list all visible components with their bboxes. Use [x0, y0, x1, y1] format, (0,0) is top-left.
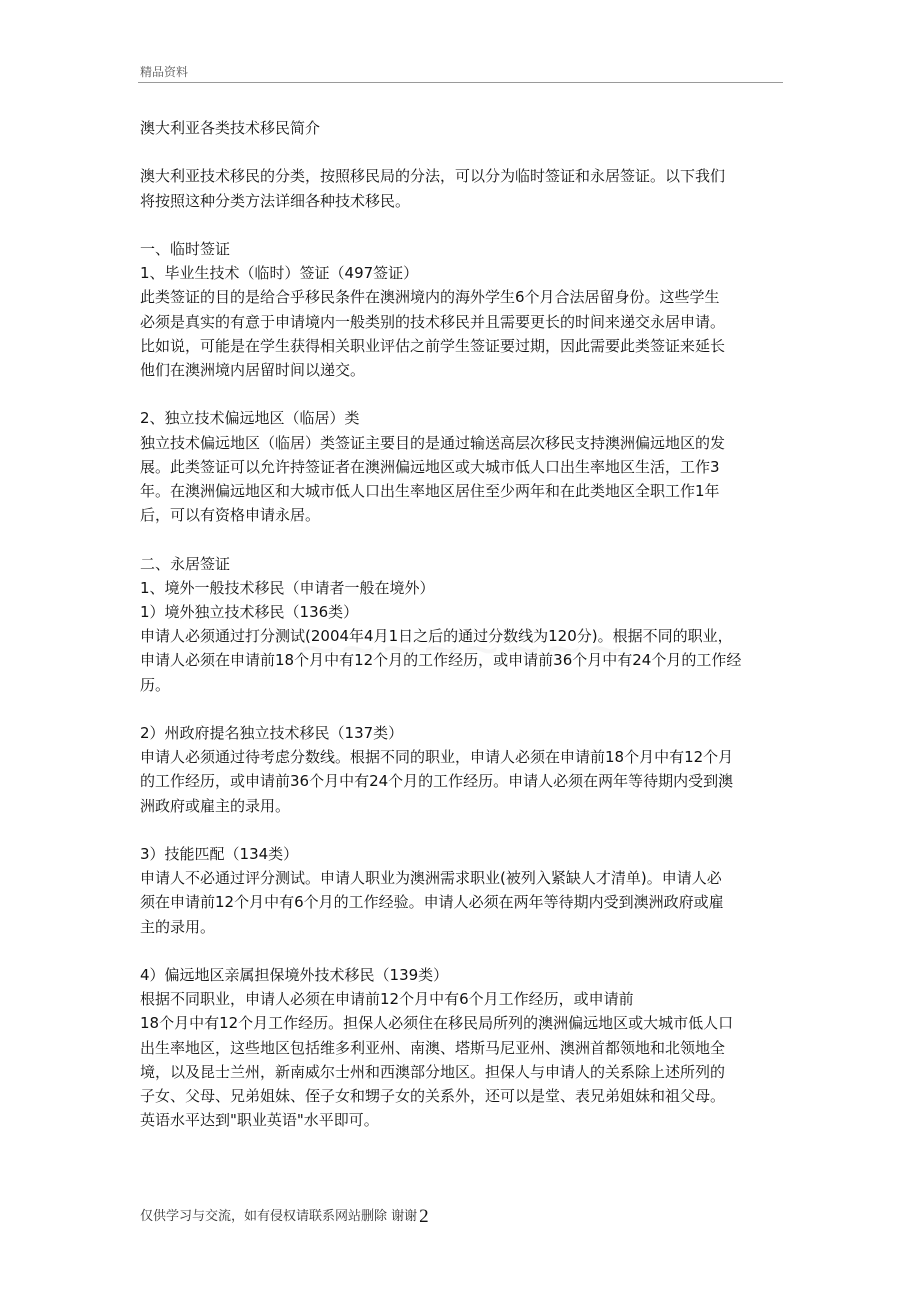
header-divider — [138, 82, 783, 83]
intro-line: 将按照这种分类方法详细各种技术移民。 — [140, 191, 411, 210]
paragraph-line: 18个月中有12个月工作经历。担保人必须住在移民局所列的澳洲偏远地区或大城市低人口 — [140, 1014, 734, 1033]
page-footer — [140, 1205, 429, 1228]
item-title-136: 1）境外独立技术移民（136类） — [140, 603, 359, 621]
item-title-remote-temporary: 2、独立技术偏远地区（临居）类 — [140, 409, 360, 428]
item-title-139: 4）偏远地区亲属担保境外技术移民（139类） — [140, 966, 449, 984]
section-heading-temporary: 一、临时签证 — [140, 239, 231, 258]
paragraph-line: 历。 — [140, 675, 171, 694]
paragraph-line: 比如说，可能是在学生获得相关职业评估之前学生签证要过期，因此需要此类签证来延长 — [140, 336, 726, 355]
paragraph-line: 此类签证的目的是给合乎移民条件在澳洲境内的海外学生6个月合法居留身份。这些学生 — [140, 288, 720, 307]
sub-heading-offshore: 1、境外一般技术移民（申请者一般在境外） — [140, 578, 435, 597]
document-title: 澳大利亚各类技术移民简介 — [140, 119, 321, 137]
paragraph-line: 须在申请前12个月中有6个月的工作经验。申请人必须在两年等待期内受到澳洲政府或雇 — [140, 893, 724, 912]
paragraph-line: 主的录用。 — [140, 917, 216, 936]
paragraph-line: 出生率地区，这些地区包括维多利亚州、南澳、塔斯马尼亚州、澳洲首都领地和北领地全 — [140, 1038, 726, 1057]
paragraph-line: 申请人不必通过评分测试。申请人职业为澳洲需求职业(被列入紧缺人才清单)。申请人必 — [140, 869, 722, 888]
paragraph-line: 必须是真实的有意于申请境内一般类别的技术移民并且需要更长的时间来递交永居申请。 — [140, 312, 726, 331]
paragraph-line: 后，可以有资格申请永居。 — [140, 506, 321, 525]
item-title-137: 2）州政府提名独立技术移民（137类） — [140, 724, 404, 742]
paragraph-line: 展。此类签证可以允许持签证者在澳洲偏远地区或大城市低人口出生率地区生活，工作3 — [140, 457, 720, 476]
paragraph-line: 的工作经历，或申请前36个月中有24个月的工作经历。申请人必须在两年等待期内受到澳 — [140, 772, 734, 791]
paragraph-line: 他们在澳洲境内居留时间以递交。 — [140, 361, 366, 379]
paragraph-line: 申请人必须通过待考虑分数线。根据不同的职业，申请人必须在申请前18个月中有12个月 — [140, 748, 734, 767]
paragraph-line: 根据不同职业，申请人必须在申请前12个月中有6个月工作经历，或申请前 — [140, 990, 634, 1009]
paragraph-line: 年。在澳洲偏远地区和大城市低人口出生率地区居住至少两年和在此类地区全职工作1年 — [140, 482, 720, 500]
paragraph-line: 申请人必须通过打分测试(2004年4月1日之后的通过分数线为120分)。根据不同的职业， — [140, 627, 733, 646]
paragraph-line: 境，以及昆士兰州，新南威尔士州和西澳部分地区。担保人与申请人的关系除上述所列的 — [140, 1062, 726, 1081]
paragraph-line: 洲政府或雇主的录用。 — [140, 796, 291, 815]
document-body — [140, 116, 790, 1132]
paragraph-line: 申请人必须在申请前18个月中有12个月的工作经历，或申请前36个月中有24个月的工作经 — [140, 651, 742, 670]
intro-line: 澳大利亚技术移民的分类，按照移民局的分法，可以分为临时签证和永居签证。以下我们 — [140, 167, 726, 186]
paragraph-line: 英语水平达到"职业英语"水平即可。 — [140, 1111, 379, 1130]
item-title-497: 1、毕业生技术（临时）签证（497签证） — [140, 264, 419, 283]
item-title-134: 3）技能匹配（134类） — [140, 845, 299, 863]
section-heading-permanent: 二、永居签证 — [140, 554, 231, 573]
footer-disclaimer: 仅供学习与交流，如有侵权请联系网站删除 谢谢 — [140, 1209, 418, 1224]
paragraph-line: 子女、父母、兄弟姐妹、侄子女和甥子女的关系外，还可以是堂、表兄弟姐妹和祖父母。 — [140, 1087, 726, 1106]
page-header-label: 精品资料 — [140, 65, 189, 79]
page-number: 2 — [419, 1206, 429, 1227]
paragraph-line: 独立技术偏远地区（临居）类签证主要目的是通过输送高层次移民支持澳洲偏远地区的发 — [140, 433, 726, 452]
